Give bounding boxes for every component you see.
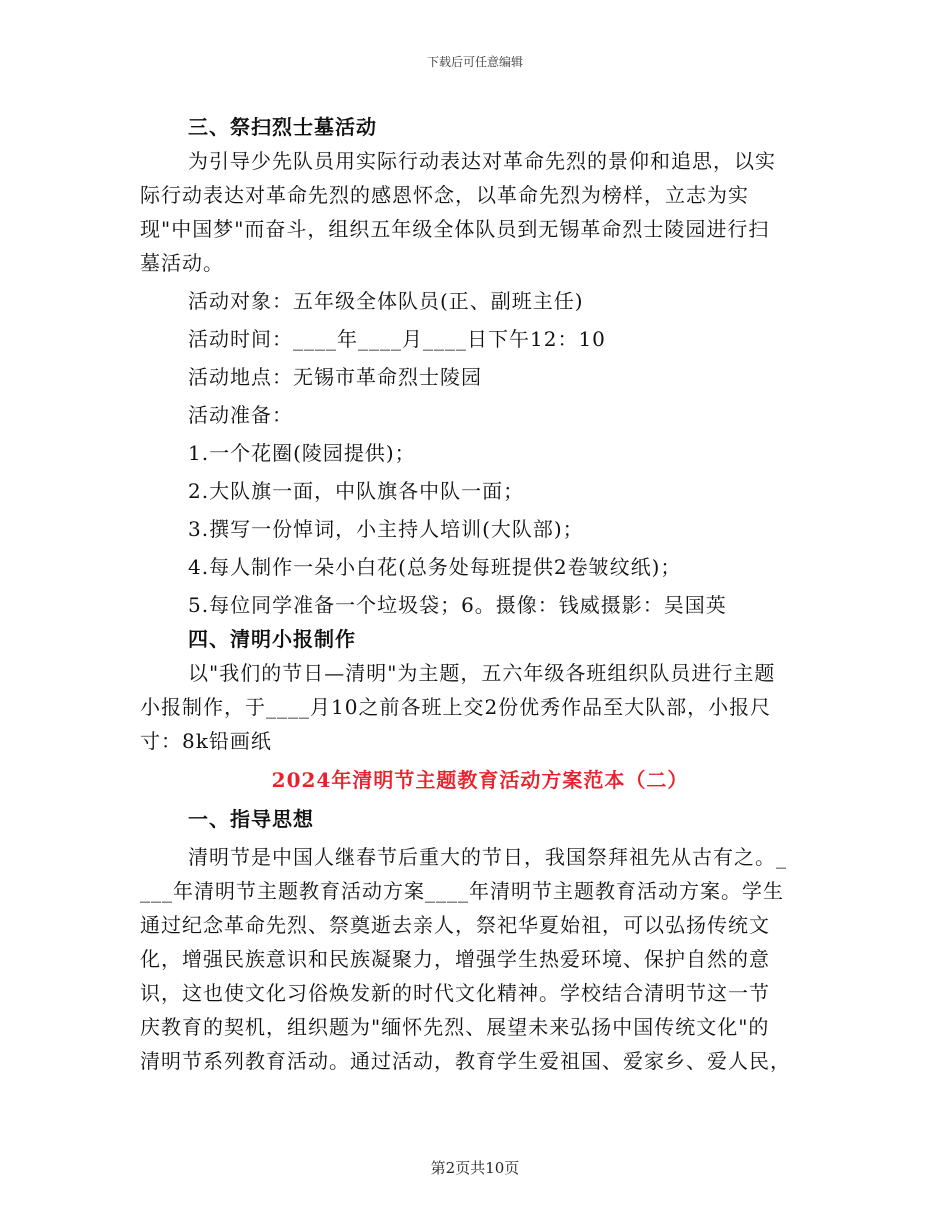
paragraph-line: 清明节系列教育活动。通过活动，教育学生爱祖国、爱家乡、爱人民， bbox=[140, 1049, 791, 1073]
activity-prep-label: 活动准备： bbox=[188, 403, 293, 427]
prep-item: 3.撰写一份悼词，小主持人培训(大队部)； bbox=[188, 517, 584, 541]
page-header: 下载后可任意编辑 bbox=[426, 55, 523, 69]
paragraph-line: 际行动表达对革命先烈的感恩怀念，以革命先烈为榜样，立志为实 bbox=[140, 183, 749, 207]
prep-item: 4.每人制作一朵小白花(总务处每班提供2卷皱纹纸)； bbox=[188, 555, 682, 579]
guiding-thought-heading: 一、指导思想 bbox=[188, 807, 314, 831]
paragraph-line: ___年清明节主题教育活动方案____年清明节主题教育活动方案。学生 bbox=[140, 879, 784, 903]
activity-time: 活动时间：____年____月____日下午12：10 bbox=[188, 327, 606, 351]
section-4-heading: 四、清明小报制作 bbox=[188, 627, 356, 651]
paragraph-line: 现"中国梦"而奋斗，组织五年级全体队员到无锡革命烈士陵园进行扫 bbox=[140, 217, 770, 241]
activity-place: 活动地点：无锡市革命烈士陵园 bbox=[188, 365, 482, 389]
paragraph-line: 识，这也使文化习俗焕发新的时代文化精神。学校结合清明节这一节 bbox=[140, 981, 770, 1005]
prep-item: 2.大队旗一面，中队旗各中队一面； bbox=[188, 479, 525, 503]
paragraph-line: 墓活动。 bbox=[140, 251, 224, 275]
paragraph-line: 以"我们的节日—清明"为主题，五六年级各班组织队员进行主题 bbox=[188, 661, 776, 685]
paragraph-line: 小报制作，于____月10之前各班上交2份优秀作品至大队部，小报尺 bbox=[140, 695, 772, 719]
prep-item: 5.每位同学准备一个垃圾袋；6。摄像：钱威摄影：吴国英 bbox=[188, 593, 727, 617]
paragraph-line: 寸：8k铅画纸 bbox=[140, 729, 272, 753]
paragraph-line: 化，增强民族意识和民族凝聚力，增强学生热爱环境、保护自然的意 bbox=[140, 947, 770, 971]
section-3-heading: 三、祭扫烈士墓活动 bbox=[188, 115, 377, 139]
activity-target: 活动对象：五年级全体队员(正、副班主任) bbox=[188, 289, 584, 313]
document-title: 2024年清明节主题教育活动方案范本（二） bbox=[271, 768, 689, 792]
prep-item: 1.一个花圈(陵园提供)； bbox=[188, 441, 416, 465]
paragraph-line: 庆教育的契机，组织题为"缅怀先烈、展望未来弘扬中国传统文化"的 bbox=[140, 1015, 770, 1039]
document-body bbox=[140, 110, 820, 1078]
paragraph-line: 通过纪念革命先烈、祭奠逝去亲人，祭祀华夏始祖，可以弘扬传统文 bbox=[140, 913, 770, 937]
paragraph-line: 为引导少先队员用实际行动表达对革命先烈的景仰和追思，以实 bbox=[188, 149, 776, 173]
paragraph-line: 清明节是中国人继春节后重大的节日，我国祭拜祖先从古有之。_ bbox=[188, 845, 787, 869]
page-footer: 第2页共10页 bbox=[430, 1159, 520, 1177]
